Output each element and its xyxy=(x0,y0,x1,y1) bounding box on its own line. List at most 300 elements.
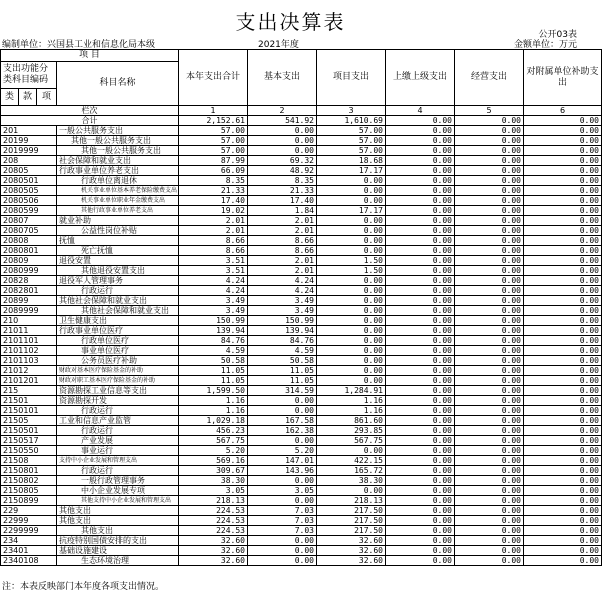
row-value: 0.00 xyxy=(524,246,602,256)
row-name: 退役军人管理事务 xyxy=(57,276,179,286)
row-value: 0.00 xyxy=(524,486,602,496)
row-name: 财政对职工基本医疗保险基金的补助 xyxy=(57,376,179,386)
row-name: 死亡抚恤 xyxy=(57,246,179,256)
table-row xyxy=(1,146,602,156)
row-name: 资源勘探开发 xyxy=(57,396,179,406)
row-code: 2150501 xyxy=(1,426,57,436)
row-value: 0.00 xyxy=(524,296,602,306)
row-value: 17.40 xyxy=(179,196,248,206)
table-row xyxy=(1,396,602,406)
row-value: 0.00 xyxy=(524,436,602,446)
row-code: 2150805 xyxy=(1,486,57,496)
table-row xyxy=(1,436,602,446)
row-value: 19.02 xyxy=(179,206,248,216)
table-row xyxy=(1,466,602,476)
row-value: 0.00 xyxy=(455,376,524,386)
row-value: 0.00 xyxy=(455,346,524,356)
row-code: 2089999 xyxy=(1,306,57,316)
row-name: 抚恤 xyxy=(57,236,179,246)
row-code: 2101101 xyxy=(1,336,57,346)
row-value: 1.16 xyxy=(317,396,386,406)
row-value: 0.00 xyxy=(386,456,455,466)
total-cell: 0.00 xyxy=(524,116,602,126)
row-value: 0.00 xyxy=(386,226,455,236)
row-value: 0.00 xyxy=(524,206,602,216)
row-value: 0.00 xyxy=(524,286,602,296)
row-value: 0.00 xyxy=(455,216,524,226)
table-row xyxy=(1,186,602,196)
table-row xyxy=(1,336,602,346)
table-row xyxy=(1,556,602,566)
row-value: 4.59 xyxy=(179,346,248,356)
col-header-total: 本年支出合计 xyxy=(179,50,248,106)
row-code: 2101102 xyxy=(1,346,57,356)
row-name: 其他行政事业单位养老支出 xyxy=(57,206,179,216)
row-value: 0.00 xyxy=(455,436,524,446)
row-value: 8.66 xyxy=(179,236,248,246)
row-value: 0.00 xyxy=(455,266,524,276)
row-value: 0.00 xyxy=(317,216,386,226)
row-value: 2.01 xyxy=(179,226,248,236)
table-row xyxy=(1,266,602,276)
row-value: 314.59 xyxy=(248,386,317,396)
row-name: 财政对基本医疗保险基金的补助 xyxy=(57,366,179,376)
row-value: 57.00 xyxy=(317,146,386,156)
row-value: 218.13 xyxy=(317,496,386,506)
row-value: 0.00 xyxy=(455,136,524,146)
row-value: 0.00 xyxy=(386,406,455,416)
row-value: 17.17 xyxy=(317,206,386,216)
row-value: 162.38 xyxy=(248,426,317,436)
amount-unit: 金额单位：万元 xyxy=(513,40,577,50)
row-value: 0.00 xyxy=(455,226,524,236)
row-value: 0.00 xyxy=(386,176,455,186)
name-header: 科目名称 xyxy=(57,62,179,106)
row-name: 抗疫特别国债安排的支出 xyxy=(57,536,179,546)
row-name: 产业发展 xyxy=(57,436,179,446)
row-value: 32.60 xyxy=(179,546,248,556)
row-value: 0.00 xyxy=(455,456,524,466)
row-value: 217.50 xyxy=(317,516,386,526)
row-value: 0.00 xyxy=(386,396,455,406)
row-value: 0.00 xyxy=(524,236,602,246)
row-value: 0.00 xyxy=(248,406,317,416)
row-code: 20808 xyxy=(1,236,57,246)
row-value: 0.00 xyxy=(455,286,524,296)
row-value: 50.58 xyxy=(179,356,248,366)
row-value: 0.00 xyxy=(524,496,602,506)
row-value: 0.00 xyxy=(386,326,455,336)
row-value: 0.00 xyxy=(386,446,455,456)
row-value: 0.00 xyxy=(455,206,524,216)
table-row xyxy=(1,416,602,426)
table-row xyxy=(1,136,602,146)
row-value: 0.00 xyxy=(524,176,602,186)
table-row xyxy=(1,246,602,256)
row-value: 0.00 xyxy=(524,216,602,226)
row-value: 3.49 xyxy=(179,296,248,306)
row-name: 行政事业单位医疗 xyxy=(57,326,179,336)
row-code: 2101103 xyxy=(1,356,57,366)
row-value: 0.00 xyxy=(524,416,602,426)
row-value: 0.00 xyxy=(386,516,455,526)
table-row xyxy=(1,216,602,226)
row-value: 8.66 xyxy=(248,246,317,256)
table-row xyxy=(1,166,602,176)
row-code: 229 xyxy=(1,506,57,516)
row-value: 0.00 xyxy=(386,466,455,476)
row-value: 0.00 xyxy=(386,506,455,516)
row-value: 0.00 xyxy=(524,476,602,486)
row-value: 0.00 xyxy=(386,536,455,546)
table-row xyxy=(1,256,602,266)
row-value: 0.00 xyxy=(524,386,602,396)
row-value: 38.30 xyxy=(317,476,386,486)
row-value: 1,029.18 xyxy=(179,416,248,426)
row-name: 生态环境治理 xyxy=(57,556,179,566)
table-row xyxy=(1,516,602,526)
row-value: 2.01 xyxy=(248,256,317,266)
row-value: 57.00 xyxy=(179,136,248,146)
row-value: 2.01 xyxy=(179,216,248,226)
table-row xyxy=(1,506,602,516)
row-value: 0.00 xyxy=(455,256,524,266)
table-row xyxy=(1,456,602,466)
level-kuan: 款 xyxy=(19,89,37,106)
level-xiang: 项 xyxy=(37,89,57,106)
row-value: 569.16 xyxy=(179,456,248,466)
row-value: 0.00 xyxy=(317,286,386,296)
row-value: 8.66 xyxy=(248,236,317,246)
row-value: 57.00 xyxy=(179,146,248,156)
col-num-6: 6 xyxy=(524,106,602,116)
row-value: 0.00 xyxy=(386,366,455,376)
col-header-business: 经营支出 xyxy=(455,50,524,106)
row-value: 4.24 xyxy=(179,286,248,296)
table-row xyxy=(1,376,602,386)
table-row xyxy=(1,176,602,186)
row-value: 150.99 xyxy=(248,316,317,326)
row-value: 0.00 xyxy=(455,306,524,316)
row-value: 57.00 xyxy=(317,136,386,146)
col-num-1: 1 xyxy=(179,106,248,116)
row-name: 一般公共服务支出 xyxy=(57,126,179,136)
row-value: 0.00 xyxy=(524,136,602,146)
row-code: 21501 xyxy=(1,396,57,406)
row-value: 0.00 xyxy=(386,306,455,316)
row-value: 0.00 xyxy=(386,246,455,256)
row-value: 0.00 xyxy=(317,446,386,456)
row-name: 工业和信息产业监管 xyxy=(57,416,179,426)
row-value: 3.51 xyxy=(179,266,248,276)
row-value: 0.00 xyxy=(248,476,317,486)
row-value: 0.00 xyxy=(386,426,455,436)
row-value: 0.00 xyxy=(317,196,386,206)
table-row xyxy=(1,226,602,236)
row-name: 其他社会保障和就业支出 xyxy=(57,296,179,306)
row-code: 2101201 xyxy=(1,376,57,386)
row-value: 218.13 xyxy=(179,496,248,506)
row-value: 4.24 xyxy=(179,276,248,286)
row-value: 0.00 xyxy=(524,406,602,416)
row-value: 0.00 xyxy=(455,466,524,476)
row-value: 567.75 xyxy=(179,436,248,446)
row-value: 18.68 xyxy=(317,156,386,166)
row-value: 0.00 xyxy=(524,396,602,406)
row-value: 0.00 xyxy=(386,156,455,166)
row-value: 0.00 xyxy=(248,396,317,406)
row-value: 1.16 xyxy=(179,406,248,416)
row-value: 87.99 xyxy=(179,156,248,166)
total-cell: 0.00 xyxy=(386,116,455,126)
row-value: 165.72 xyxy=(317,466,386,476)
row-code: 201 xyxy=(1,126,57,136)
row-code: 21505 xyxy=(1,416,57,426)
row-value: 84.76 xyxy=(179,336,248,346)
row-value: 8.66 xyxy=(179,246,248,256)
row-value: 3.51 xyxy=(179,256,248,266)
row-value: 0.00 xyxy=(386,296,455,306)
table-row xyxy=(1,316,602,326)
row-value: 0.00 xyxy=(386,186,455,196)
row-code: 2150550 xyxy=(1,446,57,456)
row-value: 0.00 xyxy=(317,296,386,306)
table-row xyxy=(1,346,602,356)
row-name: 一般行政管理事务 xyxy=(57,476,179,486)
row-value: 0.00 xyxy=(455,326,524,336)
col-header-subsidy: 对附属单位补助支出 xyxy=(524,50,602,106)
row-value: 0.00 xyxy=(248,536,317,546)
row-value: 66.09 xyxy=(179,166,248,176)
row-value: 0.00 xyxy=(317,276,386,286)
total-row xyxy=(1,116,602,126)
row-value: 0.00 xyxy=(455,166,524,176)
section-header: 项 目 xyxy=(1,50,179,62)
row-name: 行政运行 xyxy=(57,286,179,296)
row-code: 2150802 xyxy=(1,476,57,486)
row-value: 0.00 xyxy=(524,346,602,356)
row-name: 行政运行 xyxy=(57,426,179,436)
row-value: 861.60 xyxy=(317,416,386,426)
row-value: 21.33 xyxy=(248,186,317,196)
row-value: 0.00 xyxy=(455,446,524,456)
row-value: 11.05 xyxy=(248,376,317,386)
table-row xyxy=(1,196,602,206)
table-row xyxy=(1,546,602,556)
row-value: 0.00 xyxy=(455,516,524,526)
col-num-2: 2 xyxy=(248,106,317,116)
row-value: 0.00 xyxy=(455,386,524,396)
row-value: 0.00 xyxy=(386,336,455,346)
row-value: 0.00 xyxy=(524,306,602,316)
row-name: 卫生健康支出 xyxy=(57,316,179,326)
table-row xyxy=(1,476,602,486)
row-value: 0.00 xyxy=(524,336,602,346)
row-name: 公益性岗位补贴 xyxy=(57,226,179,236)
row-value: 3.05 xyxy=(179,486,248,496)
row-value: 0.00 xyxy=(386,126,455,136)
row-value: 0.00 xyxy=(455,336,524,346)
table-row xyxy=(1,156,602,166)
row-value: 0.00 xyxy=(386,436,455,446)
row-value: 0.00 xyxy=(248,556,317,566)
row-value: 0.00 xyxy=(317,306,386,316)
row-value: 21.33 xyxy=(179,186,248,196)
row-value: 0.00 xyxy=(455,296,524,306)
row-value: 0.00 xyxy=(524,326,602,336)
row-value: 0.00 xyxy=(386,236,455,246)
row-value: 0.00 xyxy=(455,236,524,246)
col-num-3: 3 xyxy=(317,106,386,116)
table-row xyxy=(1,406,602,416)
row-value: 3.49 xyxy=(248,296,317,306)
row-value: 0.00 xyxy=(524,426,602,436)
row-code: 23401 xyxy=(1,546,57,556)
row-code: 2080705 xyxy=(1,226,57,236)
row-name: 公务员医疗补助 xyxy=(57,356,179,366)
row-name: 行政单位离退休 xyxy=(57,176,179,186)
row-code: 2080999 xyxy=(1,266,57,276)
row-value: 0.00 xyxy=(386,476,455,486)
row-value: 217.50 xyxy=(317,526,386,536)
row-name: 资源勘探工业信息等支出 xyxy=(57,386,179,396)
col-header-project: 项目支出 xyxy=(317,50,386,106)
row-value: 0.00 xyxy=(386,216,455,226)
row-value: 0.00 xyxy=(524,146,602,156)
table-row xyxy=(1,306,602,316)
row-name: 就业补助 xyxy=(57,216,179,226)
reporting-unit: 编制单位：兴国县工业和信息化局本级 xyxy=(2,40,156,50)
col-header-basic: 基本支出 xyxy=(248,50,317,106)
table-row xyxy=(1,526,602,536)
col-header-remit: 上缴上级支出 xyxy=(386,50,455,106)
row-value: 293.85 xyxy=(317,426,386,436)
row-value: 0.00 xyxy=(248,496,317,506)
row-value: 0.00 xyxy=(386,256,455,266)
row-code: 2150801 xyxy=(1,466,57,476)
row-value: 0.00 xyxy=(248,136,317,146)
row-value: 11.05 xyxy=(248,366,317,376)
lanci-label: 栏次 xyxy=(1,106,179,116)
row-value: 3.49 xyxy=(248,306,317,316)
row-value: 0.00 xyxy=(386,316,455,326)
row-value: 0.00 xyxy=(386,386,455,396)
row-value: 224.53 xyxy=(179,506,248,516)
form-code: 公开03表 xyxy=(538,30,577,40)
row-value: 0.00 xyxy=(455,546,524,556)
row-value: 84.76 xyxy=(248,336,317,346)
row-value: 0.00 xyxy=(317,176,386,186)
row-value: 422.15 xyxy=(317,456,386,466)
table-row xyxy=(1,326,602,336)
row-value: 0.00 xyxy=(455,356,524,366)
row-value: 0.00 xyxy=(317,326,386,336)
row-value: 0.00 xyxy=(386,376,455,386)
code-header: 支出功能分类科目编码 xyxy=(1,62,57,89)
row-value: 4.24 xyxy=(248,286,317,296)
page-title: 支出决算表 xyxy=(235,10,346,34)
row-value: 0.00 xyxy=(248,126,317,136)
row-value: 0.00 xyxy=(524,366,602,376)
row-value: 0.00 xyxy=(455,426,524,436)
row-value: 3.49 xyxy=(179,306,248,316)
row-code: 21012 xyxy=(1,366,57,376)
row-value: 0.00 xyxy=(524,526,602,536)
lanci-row xyxy=(1,106,602,116)
row-value: 1.50 xyxy=(317,266,386,276)
row-name: 退役安置 xyxy=(57,256,179,266)
row-value: 0.00 xyxy=(317,346,386,356)
row-value: 0.00 xyxy=(524,316,602,326)
row-value: 217.50 xyxy=(317,506,386,516)
row-value: 0.00 xyxy=(524,256,602,266)
row-value: 0.00 xyxy=(455,526,524,536)
row-value: 0.00 xyxy=(317,316,386,326)
row-name: 事业单位医疗 xyxy=(57,346,179,356)
row-name: 中小企业发展专项 xyxy=(57,486,179,496)
row-value: 0.00 xyxy=(386,486,455,496)
row-value: 0.00 xyxy=(317,186,386,196)
row-name: 基础设施建设 xyxy=(57,546,179,556)
row-value: 0.00 xyxy=(524,466,602,476)
row-value: 0.00 xyxy=(455,536,524,546)
table-row xyxy=(1,446,602,456)
row-value: 1.84 xyxy=(248,206,317,216)
row-value: 0.00 xyxy=(455,316,524,326)
row-value: 2.01 xyxy=(248,266,317,276)
row-name: 支持中小企业发展和管理支出 xyxy=(57,456,179,466)
row-value: 1.16 xyxy=(179,396,248,406)
total-cell: 541.92 xyxy=(248,116,317,126)
row-value: 3.05 xyxy=(248,486,317,496)
row-code: 20899 xyxy=(1,296,57,306)
row-value: 309.67 xyxy=(179,466,248,476)
row-value: 1.50 xyxy=(317,256,386,266)
row-name: 其他退役安置支出 xyxy=(57,266,179,276)
row-name: 其他支出 xyxy=(57,516,179,526)
row-name: 其他社会保障和就业支出 xyxy=(57,306,179,316)
table-row xyxy=(1,236,602,246)
row-value: 17.17 xyxy=(317,166,386,176)
row-value: 11.05 xyxy=(179,366,248,376)
row-value: 0.00 xyxy=(317,336,386,346)
row-value: 0.00 xyxy=(455,406,524,416)
row-code: 2150517 xyxy=(1,436,57,446)
row-code: 215 xyxy=(1,386,57,396)
row-value: 0.00 xyxy=(386,526,455,536)
row-code: 234 xyxy=(1,536,57,546)
row-value: 0.00 xyxy=(455,146,524,156)
row-value: 0.00 xyxy=(524,156,602,166)
row-name: 其他支出 xyxy=(57,526,179,536)
col-num-4: 4 xyxy=(386,106,455,116)
row-name: 其他一般公共服务支出 xyxy=(57,146,179,156)
row-value: 0.00 xyxy=(386,206,455,216)
row-code: 2150101 xyxy=(1,406,57,416)
row-value: 0.00 xyxy=(386,356,455,366)
col-num-5: 5 xyxy=(455,106,524,116)
row-name: 行政事业单位养老支出 xyxy=(57,166,179,176)
row-code: 2299999 xyxy=(1,526,57,536)
row-value: 0.00 xyxy=(524,276,602,286)
row-name: 其他一般公共服务支出 xyxy=(57,136,179,146)
row-value: 0.00 xyxy=(455,366,524,376)
row-value: 11.05 xyxy=(179,376,248,386)
row-value: 167.58 xyxy=(248,416,317,426)
row-code: 20809 xyxy=(1,256,57,266)
row-name: 机关事业单位基本养老保险缴费支出 xyxy=(57,186,179,196)
row-value: 0.00 xyxy=(455,126,524,136)
